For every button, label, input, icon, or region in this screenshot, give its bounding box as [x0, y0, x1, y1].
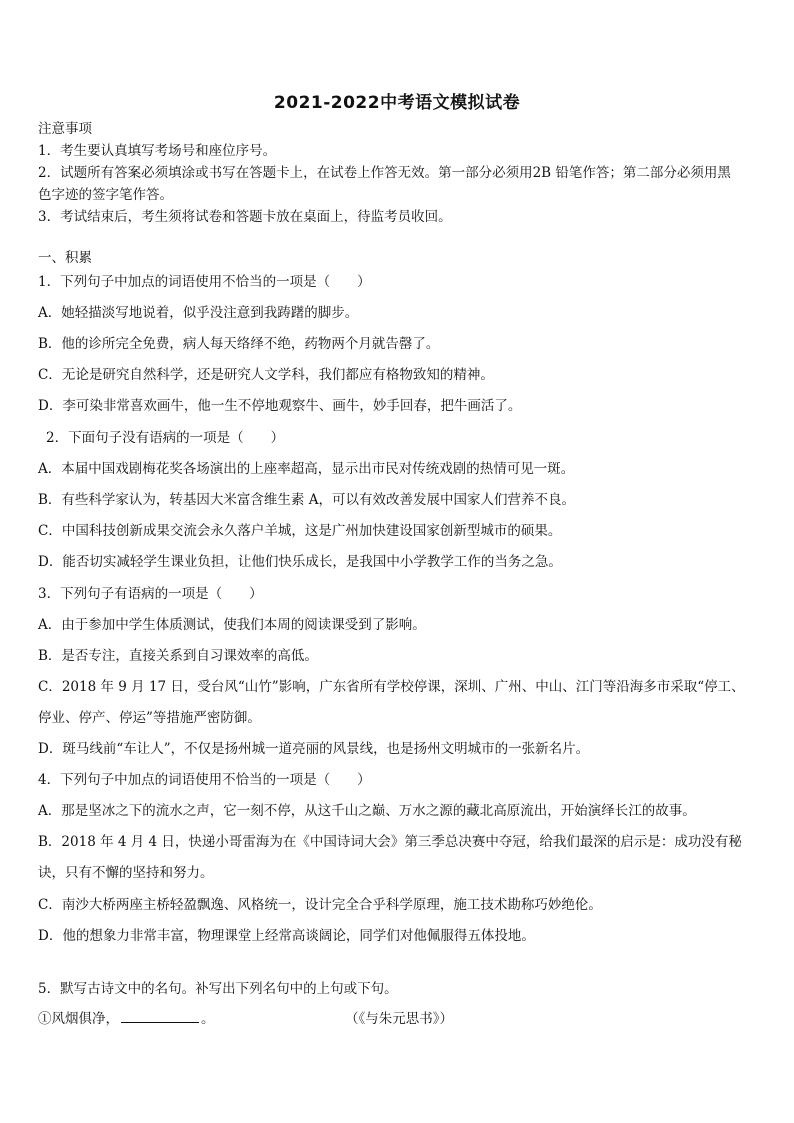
- q5-stem: 5．默写古诗文中的名句。补写出下列名句中的上句或下句。: [38, 981, 398, 997]
- q1-option-a: A．她轻描淡写地说着，似乎没注意到我踌躇的脚步。: [38, 305, 359, 321]
- notice-heading: 注意事项: [38, 121, 92, 137]
- section-heading: 一、积累: [38, 250, 92, 266]
- q3-option-c: C．2018 年 9 月 17 日，受台风“山竹”影响，广东省所有学校停课，深圳、广州、中山、江门等沿海多市采取“停工、: [38, 679, 745, 695]
- q5-item-1-prefix: ①风烟俱净，: [38, 1011, 119, 1027]
- notice-item-2: 2．试题所有答案必须填涂或书写在答题卡上，在试卷上作答无效。第一部分必须用2B 铅笔作答；第二部分必须用黑: [38, 165, 731, 181]
- q2-stem: 2．下面句子没有语病的一项是（ ）: [46, 430, 285, 446]
- notice-item-2-cont: 色字迹的签字笔作答。: [38, 187, 173, 203]
- q4-option-d: D．他的想象力非常丰富，物理课堂上经常高谈阔论，同学们对他佩服得五体投地。: [38, 928, 535, 944]
- q4-option-c: C．南沙大桥两座主桥轻盈飘逸、风格统一，设计完全合乎科学原理，施工技术勘称巧妙绝伦。: [38, 897, 602, 913]
- q5-item-1-suffix: 。: [201, 1011, 215, 1027]
- q3-option-d: D．斑马线前“车让人”，不仅是扬州城一道亮丽的风景线，也是扬州文明城市的一张新名片。: [38, 741, 590, 757]
- q3-option-b: B．是否专注，直接关系到自习课效率的高低。: [38, 648, 318, 664]
- q4-option-a: A．那是坚冰之下的流水之声，它一刻不停，从这千山之巅、万水之源的藏北高原流出，开始演绎长江的故事。: [38, 803, 696, 819]
- q1-stem: 1．下列句子中加点的词语使用不恰当的一项是（ ）: [38, 274, 371, 290]
- q3-stem: 3．下列句子有语病的一项是（ ）: [38, 586, 263, 602]
- notice-item-3: 3．考试结束后，考生须将试卷和答题卡放在桌面上，待监考员收回。: [38, 209, 452, 225]
- q5-item-1-source: （《与朱元思书》）: [345, 1011, 453, 1027]
- q1-option-d: D．李可染非常喜欢画牛，他一生不停地观察牛、画牛，妙手回春，把牛画活了。: [38, 398, 522, 414]
- q2-option-a: A．本届中国戏剧梅花奖各场演出的上座率超高，显示出市民对传统戏剧的热情可见一斑。: [38, 461, 575, 477]
- q2-option-d: D．能否切实减轻学生课业负担，让他们快乐成长，是我国中小学教学工作的当务之急。: [38, 554, 562, 570]
- q4-stem: 4．下列句子中加点的词语使用不恰当的一项是（ ）: [38, 772, 371, 788]
- q3-option-c-cont: 停业、停产、停运”等措施严密防御。: [38, 710, 261, 726]
- exam-title: 2021-2022中考语文模拟试卷: [273, 93, 521, 113]
- q1-option-c: C．无论是研究自然科学，还是研究人文学科，我们都应有格物致知的精神。: [38, 367, 494, 383]
- q3-option-a: A．由于参加中学生体质测试，使我们本周的阅读课受到了影响。: [38, 617, 426, 633]
- q2-option-c: C．中国科技创新成果交流会永久落户羊城，这是广州加快建设国家创新型城市的硕果。: [38, 523, 562, 539]
- q4-option-b: B．2018 年 4 月 4 日，快递小哥雷海为在《中国诗词大会》第三季总决赛中夺冠，给我们最深的启示是：成功没有秘: [38, 834, 742, 850]
- notice-item-1: 1．考生要认真填写考场号和座位序号。: [38, 143, 277, 159]
- q1-option-b: B．他的诊所完全免费，病人每天络绎不绝，药物两个月就告罄了。: [38, 336, 440, 352]
- q2-option-b: B．有些科学家认为，转基因大米富含维生素 A，可以有效改善发展中国家人们营养不良。: [38, 492, 575, 508]
- answer-blank[interactable]: [121, 1008, 199, 1023]
- q4-option-b-cont: 诀，只有不懈的坚持和努力。: [38, 865, 214, 881]
